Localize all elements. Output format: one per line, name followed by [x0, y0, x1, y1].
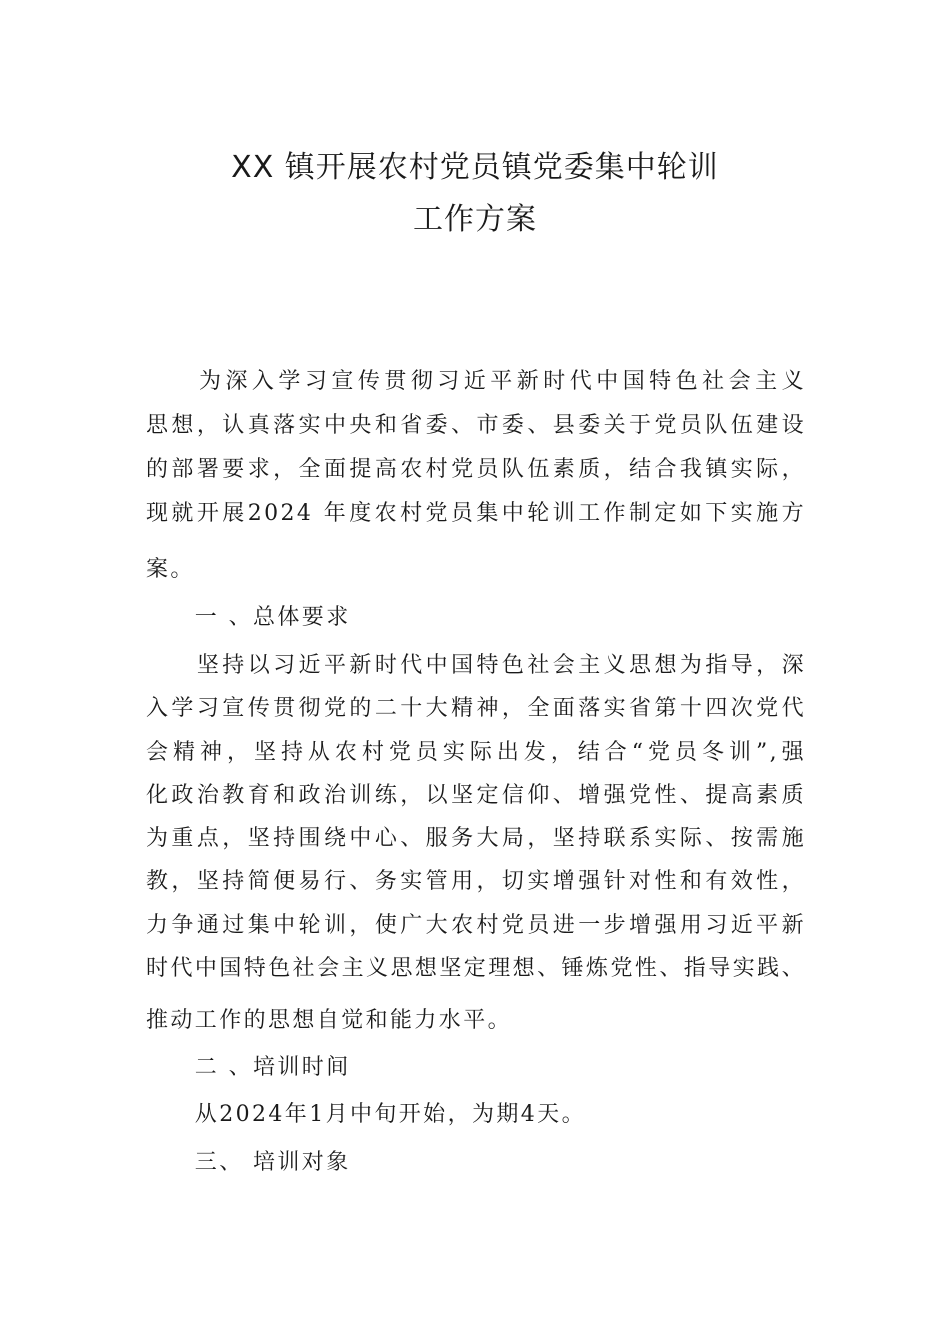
section-heading-2: 二 、培训时间	[146, 1055, 351, 1080]
body-line: 教，坚持简便易行、务实管用，切实增强针对性和有效性，	[146, 869, 806, 894]
body-line: 现就开展2024 年度农村党员集中轮训工作制定如下实施方	[146, 501, 806, 526]
document-title-line-2: 工作方案	[413, 202, 537, 237]
body-line: 推动工作的思想自觉和能力水平。	[146, 1008, 513, 1033]
body-line: 力争通过集中轮训，使广大农村党员进一步增强用习近平新	[146, 913, 806, 938]
section-heading-1: 一 、总体要求	[146, 605, 351, 630]
body-line: 会精神，坚持从农村党员实际出发，结合“党员冬训”,强	[146, 740, 806, 765]
body-line: 案。	[146, 557, 195, 582]
body-line: 坚持以习近平新时代中国特色社会主义思想为指导，深	[146, 653, 806, 678]
body-line: 的部署要求，全面提高农村党员队伍素质，结合我镇实际，	[146, 457, 806, 482]
body-line: 思想，认真落实中央和省委、市委、县委关于党员队伍建设	[146, 413, 806, 438]
body-line: 为重点，坚持围绕中心、服务大局，坚持联系实际、按需施	[146, 826, 806, 851]
body-line: 时代中国特色社会主义思想坚定理想、锤炼党性、指导实践、	[146, 956, 806, 981]
section-heading-3: 三、 培训对象	[146, 1150, 351, 1175]
document-title-line-1: XX 镇开展农村党员镇党委集中轮训	[231, 150, 719, 185]
body-line: 从2024年1月中旬开始，为期4天。	[146, 1102, 586, 1127]
body-line: 化政治教育和政治训练，以坚定信仰、增强党性、提高素质	[146, 783, 806, 808]
body-line: 为深入学习宣传贯彻习近平新时代中国特色社会主义	[146, 369, 806, 394]
body-line: 入学习宣传贯彻党的二十大精神，全面落实省第十四次党代	[146, 696, 806, 721]
